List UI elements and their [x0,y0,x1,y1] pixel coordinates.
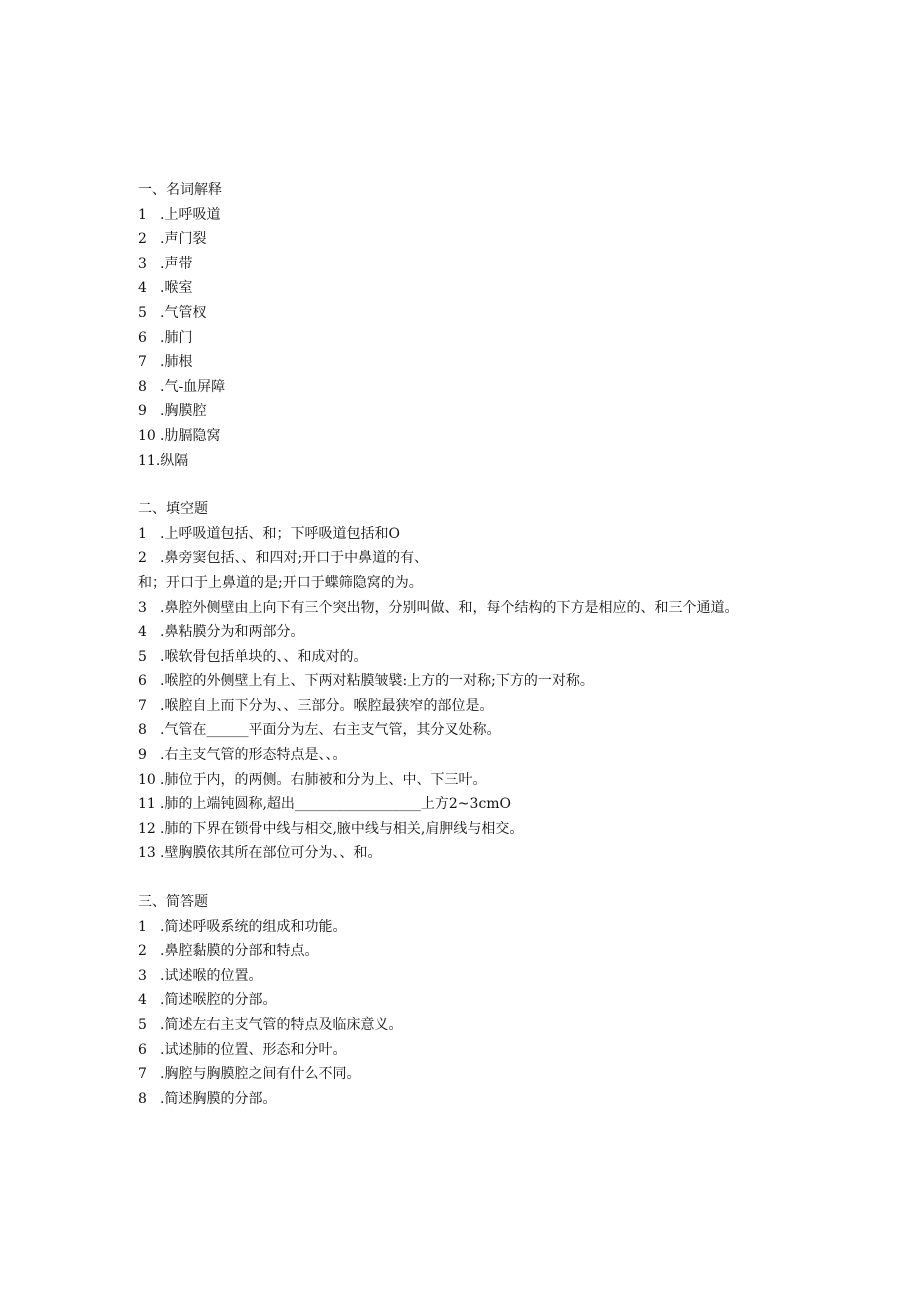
item-number: 8 [138,722,147,739]
item-text: .鼻旁窦包括、、和四对;开口于中鼻道的有、 [160,550,429,567]
list-item [138,424,788,449]
list-item [138,375,788,400]
item-number: 6 [138,1041,147,1058]
list-item [138,1038,788,1063]
item-number: 4 [138,280,147,297]
item-text: .气管在______平面分为左、右主支气管，其分叉处称。 [160,722,501,739]
item-number: 7 [138,697,147,714]
section-fill-in-blanks [138,497,788,866]
item-number: 2 [138,943,147,960]
item-text: .气-血屏障 [160,378,226,395]
item-text: .试述肺的位置、形态和分叶。 [160,1041,347,1058]
item-text: .肺位于内，的两侧。右肺被和分为上、中、下三叶。 [160,771,487,788]
item-number: 1 [138,918,147,935]
list-item [138,1087,788,1112]
item-text: .肋膈隐窝 [160,427,221,444]
list-item [138,301,788,326]
item-number: 2 [138,231,147,248]
item-text: .上呼吸道 [160,206,221,223]
section-short-answer [138,890,788,1111]
item-text: .喉腔的外侧壁上有上、下两对粘膜皱襞:上方的一对称;下方的一对称。 [160,673,594,690]
list-item [138,596,788,621]
document-body [138,178,788,1135]
item-text: .胸腔与胸膜腔之间有什么不同。 [160,1066,361,1083]
item-text: .试述喉的位置。 [160,967,263,984]
item-text: .肺门 [160,329,193,346]
item-text: .简述左右主支气管的特点及临床意义。 [160,1017,403,1033]
item-number: 12 [138,820,156,837]
list-item [138,792,788,817]
item-number: 10 [138,771,156,788]
item-number: 10 [138,427,156,444]
item-text: .简述喉腔的分部。 [160,992,277,1009]
list-item [138,227,788,252]
item-number: 4 [138,624,147,641]
item-text: .鼻粘膜分为和两部分。 [160,624,305,641]
section-heading: 一、名词解释 [138,182,222,198]
list-item [138,252,788,277]
item-text: .鼻腔黏膜的分部和特点。 [160,943,319,960]
item-number: 5 [138,648,147,665]
list-item [138,718,788,743]
item-text: .胸膜腔 [160,403,207,420]
item-text: .右主支气管的形态特点是、、。 [160,747,347,764]
list-item [138,645,788,670]
list-item [138,915,788,940]
list-item-continuation [138,571,788,596]
item-number: 4 [138,992,147,1009]
item-number: 3 [138,599,147,616]
item-text: .简述胸膜的分部。 [160,1090,277,1107]
list-item [138,522,788,547]
item-text: .肺的下界在锁骨中线与相交,腋中线与相关,肩胛线与相交。 [160,820,524,837]
list-item [138,449,788,474]
item-number: 8 [138,1090,147,1107]
list-item [138,203,788,228]
item-number: 11. [138,452,161,469]
list-item [138,964,788,989]
item-text: .鼻腔外侧壁由上向下有三个突出物，分别叫做、和，每个结构的下方是相应的、和三个通道。 [160,599,739,616]
list-item [138,694,788,719]
item-number: 9 [138,747,147,764]
list-item [138,669,788,694]
list-item [138,276,788,301]
item-number: 11 [138,796,156,813]
item-number: 5 [138,304,147,321]
section-heading: 三、简答题 [138,894,208,911]
item-number: 9 [138,403,147,420]
list-item [138,841,788,866]
item-number: 7 [138,354,147,371]
list-item [138,1013,788,1038]
item-text: .喉腔自上而下分为、、三部分。喉腔最狭窄的部位是。 [160,697,494,714]
section-heading: 二、填空题 [138,501,208,518]
item-text: .喉软骨包括单块的、、和成对的。 [160,648,368,665]
item-number: 3 [138,255,147,272]
section-term-definitions [138,178,788,473]
list-item [138,546,788,571]
item-text: .声带 [160,255,193,272]
item-number: 7 [138,1066,147,1083]
list-item [138,988,788,1013]
list-item [138,1062,788,1087]
item-text: .声门裂 [160,231,207,248]
item-number: 6 [138,329,147,346]
item-text: .简述呼吸系统的组成和功能。 [160,918,347,935]
list-item [138,399,788,424]
list-item [138,768,788,793]
item-text: 纵隔 [160,452,189,469]
item-number: 13 [138,845,156,862]
item-text: .壁胸膜依其所在部位可分为、、和。 [160,845,382,862]
item-text: 和；开口于上鼻道的是;开口于蝶筛隐窝的为。 [138,574,423,591]
item-number: 1 [138,206,147,223]
item-text: .肺根 [160,354,193,371]
item-number: 8 [138,378,147,395]
list-item [138,350,788,375]
item-number: 5 [138,1017,147,1033]
item-number: 1 [138,525,147,542]
item-number: 3 [138,967,147,984]
list-item [138,939,788,964]
list-item [138,620,788,645]
item-number: 2 [138,550,147,567]
item-number: 6 [138,673,147,690]
item-text: .气管杈 [160,304,207,321]
list-item [138,743,788,768]
list-item [138,817,788,842]
item-text: .喉室 [160,280,193,297]
item-text: .肺的上端钝圆称,超出__________________上方2~3cmO [160,796,512,813]
list-item [138,326,788,351]
item-text: .上呼吸道包括、和；下呼吸道包括和O [160,525,400,542]
